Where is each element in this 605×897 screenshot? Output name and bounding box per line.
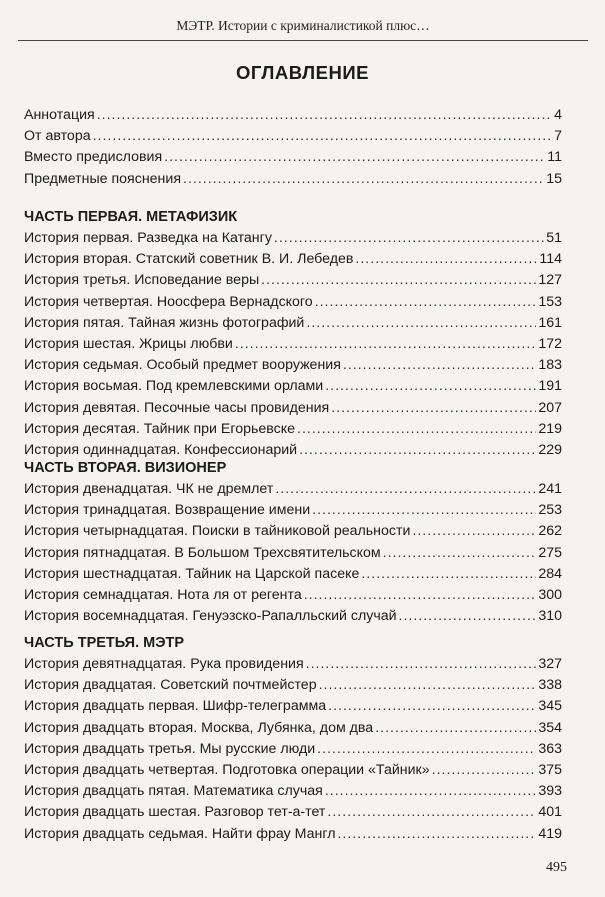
toc-entry-page: 300 [538, 586, 562, 603]
toc-entry-page: 401 [538, 804, 562, 821]
page-title: ОГЛАВЛЕНИЕ [236, 62, 369, 83]
dot-leader [355, 249, 537, 270]
dot-leader [261, 270, 536, 291]
toc-entry [24, 718, 562, 739]
dot-leader [319, 675, 537, 696]
toc-entry-page: 241 [538, 481, 562, 497]
toc-entry-page: 345 [538, 698, 562, 715]
toc-entry [24, 479, 562, 500]
toc-entry-page: 153 [538, 293, 562, 310]
toc-entry-page: 7 [554, 128, 562, 145]
toc-entry-title: История двадцать пятая. Математика случая [24, 783, 323, 800]
dot-leader [331, 398, 536, 419]
part-heading: ЧАСТЬ ПЕРВАЯ. МЕТАФИЗИК [24, 209, 238, 225]
part-one-section [24, 207, 562, 461]
toc-entry-page: 172 [538, 335, 562, 352]
toc-entry-page: 275 [538, 544, 562, 561]
dot-leader [361, 564, 536, 585]
dot-leader [412, 521, 536, 542]
toc-entry-title: История восемнадцатая. Генуэзско-Рапалльский случай [24, 608, 397, 625]
dot-leader [375, 718, 536, 739]
dot-leader [343, 355, 536, 376]
toc-entry-page: 338 [538, 677, 562, 694]
toc-entry [24, 696, 562, 717]
toc-entry-page: 161 [538, 314, 562, 331]
toc-entry-page: 51 [546, 230, 562, 246]
toc-entry-page: 4 [554, 107, 562, 123]
toc-entry [24, 105, 562, 126]
toc-entry-title: История двадцать вторая. Москва, Лубянка, дом два [24, 719, 374, 736]
running-head: МЭТР. Истории с криминалистикой плюс… [18, 18, 588, 41]
dot-leader [164, 147, 545, 168]
toc-entry-title: Вместо предисловия [24, 149, 163, 166]
toc-entry-title: История двадцать третья. Мы русские люди [24, 740, 316, 757]
dot-leader [97, 105, 552, 126]
toc-entry [24, 169, 562, 190]
dot-leader [337, 824, 536, 845]
toc-entry-title: История двадцать четвертая. Подготовка операции «Тайник» [24, 761, 430, 778]
toc-entry [24, 739, 562, 760]
dot-leader [399, 606, 537, 627]
toc-entry-title: История двадцать шестая. Разговор тет-а-тет [24, 804, 326, 821]
dot-leader [315, 292, 537, 313]
toc-entry-title: История двадцать первая. Шифр-телеграмма [24, 698, 327, 715]
toc-entry-title: История одиннадцатая. Конфессионарий [24, 441, 298, 458]
toc-entry-page: 207 [538, 399, 562, 416]
toc-entry-title: История десятая. Тайник при Егорьевске [24, 420, 296, 437]
toc-entry [24, 606, 562, 627]
toc-entry-page: 191 [538, 378, 562, 395]
toc-entry [24, 500, 562, 521]
dot-leader [328, 696, 536, 717]
toc-entry [24, 543, 562, 564]
toc-entry [24, 802, 562, 823]
toc-entry-title: История третья. Исповедание веры [24, 272, 260, 289]
toc-entry-title: История седьмая. Особый предмет вооружения [24, 357, 341, 374]
toc-entry-page: 393 [538, 783, 562, 800]
toc-entry [24, 292, 562, 313]
toc-entry-title: История тринадцатая. Возвращение имени [24, 502, 311, 519]
toc-entry [24, 147, 562, 168]
toc-entry [24, 228, 562, 249]
toc-entry [24, 313, 562, 334]
dot-leader [274, 228, 544, 249]
part-three-section [24, 633, 562, 845]
toc-entry [24, 126, 562, 147]
dot-leader [306, 313, 536, 334]
toc-entry-title: История двадцатая. Советский почтмейстер [24, 677, 317, 694]
toc-entry [24, 355, 562, 376]
toc-entry-title: История восьмая. Под кремлевскими орлами [24, 378, 324, 395]
toc-entry-page: 327 [538, 656, 562, 672]
page-number: 495 [546, 860, 567, 875]
toc-entry [24, 398, 562, 419]
toc-entry [24, 270, 562, 291]
toc-entry-title: История четырнадцатая. Поиски в тайниковой реальности [24, 523, 411, 540]
part-heading: ЧАСТЬ ВТОРАЯ. ВИЗИОНЕР [24, 460, 227, 476]
dot-leader [235, 334, 537, 355]
toc-entry [24, 419, 562, 440]
dot-leader [325, 781, 537, 802]
toc-entry-page: 284 [538, 565, 562, 582]
toc-entry-title: История пятнадцатая. В Большом Трехсвятительском [24, 544, 381, 561]
toc-entry-page: 114 [539, 251, 562, 268]
dot-leader [183, 169, 544, 190]
dot-leader [317, 739, 536, 760]
toc-entry-title: История шестая. Жрицы любви [24, 335, 233, 352]
toc-entry-page: 310 [538, 608, 562, 625]
dot-leader [325, 376, 536, 397]
part-heading: ЧАСТЬ ТРЕТЬЯ. МЭТР [24, 635, 185, 651]
dot-leader [327, 802, 536, 823]
toc-entry-page: 229 [538, 441, 562, 458]
toc-entry-page: 419 [538, 825, 562, 842]
toc-entry [24, 376, 562, 397]
toc-entry-title: История семнадцатая. Нота ля от регента [24, 586, 302, 603]
dot-leader [312, 500, 536, 521]
toc-entry [24, 760, 562, 781]
dot-leader [304, 585, 537, 606]
toc-entry-title: От автора [24, 128, 91, 145]
toc-entry-title: История девятнадцатая. Рука провидения [24, 656, 304, 672]
toc-entry [24, 654, 562, 675]
toc-entry-page: 183 [538, 357, 562, 374]
dot-leader [297, 419, 536, 440]
toc-entry-page: 253 [538, 502, 562, 519]
toc-entry [24, 521, 562, 542]
toc-entry [24, 824, 562, 845]
toc-entry [24, 585, 562, 606]
toc-entry-title: История четвертая. Ноосфера Вернадского [24, 293, 313, 310]
toc-entry-title: История двадцать седьмая. Найти фрау Мангл [24, 825, 336, 842]
toc-entry-page: 11 [547, 149, 562, 166]
toc-entry-title: История вторая. Статский советник В. И. Лебедев [24, 251, 354, 268]
toc-entry [24, 564, 562, 585]
toc-entry-title: История шестнадцатая. Тайник на Царской пасеке [24, 565, 360, 582]
dot-leader [93, 126, 553, 147]
toc-entry [24, 675, 562, 696]
toc-entry-title: История первая. Разведка на Катангу [24, 230, 272, 246]
toc-entry-page: 15 [546, 170, 562, 187]
toc-entry-title: Предметные пояснения [24, 170, 181, 187]
toc-entry-title: Аннотация [24, 107, 95, 123]
toc-entry [24, 334, 562, 355]
front-matter-list [24, 105, 562, 190]
toc-entry [24, 781, 562, 802]
dot-leader [383, 543, 537, 564]
toc-entry-page: 375 [538, 761, 562, 778]
toc-entry-title: История двенадцатая. ЧК не дремлет [24, 481, 274, 497]
dot-leader [432, 760, 537, 781]
toc-entry-page: 363 [538, 740, 562, 757]
dot-leader [306, 654, 537, 675]
toc-entry-page: 262 [538, 523, 562, 540]
toc-entry-page: 354 [538, 719, 562, 736]
toc-entry-title: История девятая. Песочные часы провидения [24, 399, 330, 416]
toc-entry-page: 219 [538, 420, 562, 437]
toc-entry-page: 127 [538, 272, 562, 289]
toc-entry [24, 249, 562, 270]
part-two-section [24, 458, 562, 627]
toc-entry-title: История пятая. Тайная жизнь фотографий [24, 314, 305, 331]
dot-leader [275, 479, 536, 500]
